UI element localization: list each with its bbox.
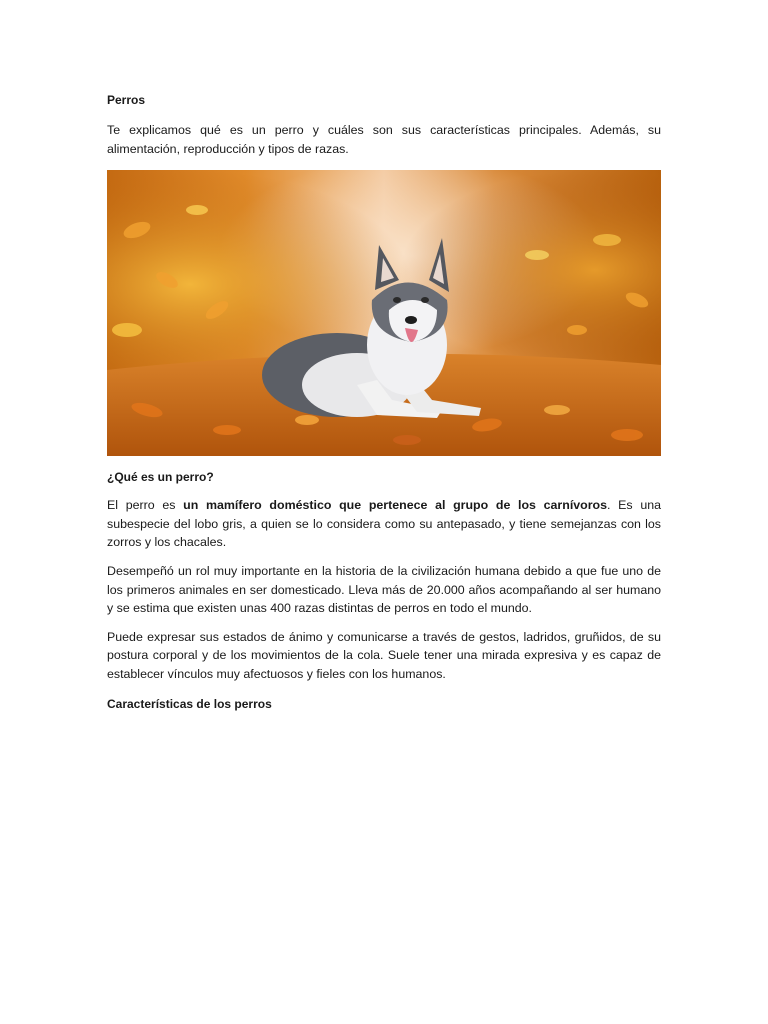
paragraph-history: Desempeñó un rol muy importante en la historia de la civilización humana debido a que fue uno de los primeros animales en ser domesticado. Lleva más de 20.000 años acompañando al ser humano y se estima que existen unas 400 razas distintas de perros en todo el mundo. (107, 563, 661, 616)
paragraph-definition (107, 496, 661, 552)
section-heading-what-is: ¿Qué es un perro? (107, 470, 214, 485)
husky-autumn-photo (107, 170, 661, 456)
definition-bold-text: un mamífero doméstico que pertenece al grupo de los carnívoros (183, 498, 608, 513)
definition-text-end: . Es una subespecie del lobo gris, a quien se lo considera como su antepasado, y tiene semejanzas con los zorros y los chacales. (107, 498, 661, 550)
section-heading-characteristics: Características de los perros (107, 696, 272, 711)
intro-paragraph: Te explicamos qué es un perro y cuáles son sus características principales. Además, su alimentación, reproducción y tipos de razas. (107, 123, 661, 156)
paragraph-communication: Puede expresar sus estados de ánimo y comunicarse a través de gestos, ladridos, gruñidos, de su postura corporal y de los movimientos de la cola. Suele tener una mirada expresiva y es capaz de establecer vínculos muy afectuosos y fieles con los humanos. (107, 629, 661, 681)
document-page (107, 88, 661, 713)
definition-text-start: El perro es (107, 498, 184, 513)
document-title: Perros (107, 93, 146, 107)
